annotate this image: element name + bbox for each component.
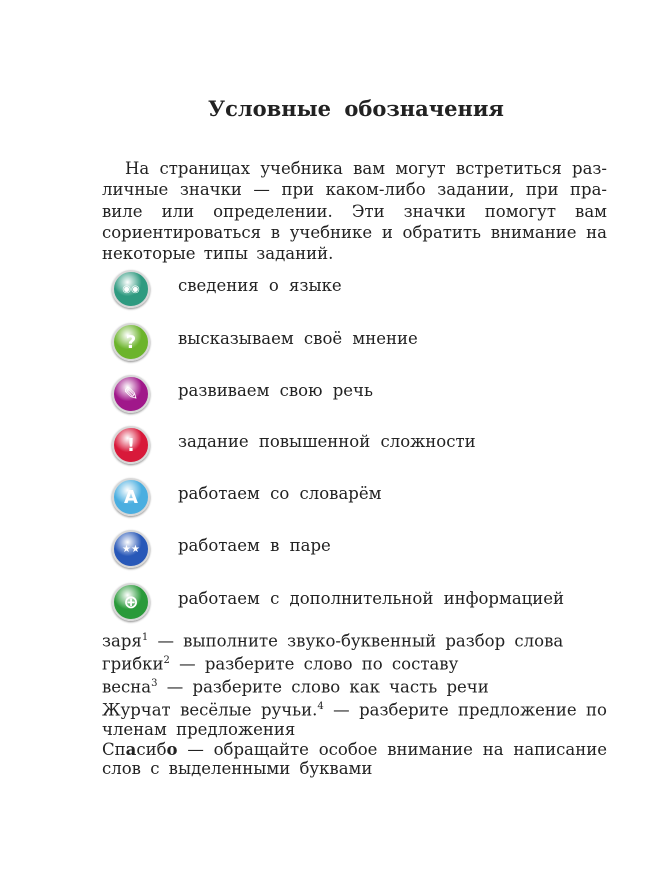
note-word: весна (102, 677, 152, 697)
legend-label: работаем со словарём (178, 484, 382, 503)
word-part: Сп (102, 739, 126, 759)
note-text: — разберите предложение по (333, 700, 607, 720)
note-syntactic-cont: членам предложения (102, 720, 296, 739)
page-title: Условные обозначения (208, 96, 504, 121)
note-word: грибки (102, 654, 164, 674)
legend-label: задание повышенной сложности (178, 432, 476, 451)
legend-label: работаем с дополнительной информацией (178, 589, 565, 608)
note-text: — разберите слово по составу (179, 654, 459, 674)
intro-line: виле или определении. Эти значки помогут вам (102, 201, 607, 221)
note-word: заря (102, 631, 142, 651)
folder-plus-icon: ⊕ (112, 583, 150, 621)
note-sup: 1 (141, 632, 149, 643)
notation-notes (102, 628, 607, 779)
note-phonetic (102, 628, 607, 651)
note-word: Журчат весёлые ручьи. (102, 700, 318, 720)
legend-label: развиваем свою речь (178, 381, 373, 400)
exclamation-icon: ! (112, 426, 150, 464)
note-sup: 2 (163, 655, 170, 666)
owl-icon: ◉◉ (112, 270, 150, 308)
stars-icon: ★★ (112, 530, 150, 568)
intro-paragraph (102, 158, 607, 264)
highlighted-letter: а (125, 739, 137, 759)
legend-label: высказываем своё мнение (178, 329, 418, 348)
feather-icon: ✎ (112, 375, 150, 413)
legend-label: сведения о языке (178, 276, 342, 295)
intro-line: На страницах учебника вам могут встретиться раз- (125, 159, 607, 178)
note-syntactic (102, 697, 607, 720)
highlighted-letter: о (166, 739, 178, 759)
intro-line: личные значки — при каком-либо задании, при пра- (102, 180, 607, 200)
note-spelling-cont: слов с выделенными буквами (102, 759, 373, 778)
intro-line: сориентироваться в учебнике и обратить внимание на (102, 222, 607, 242)
intro-line: некоторые типы заданий. (102, 244, 334, 264)
note-text: — выполните звуко-буквенный разбор слова (157, 631, 564, 651)
dictionary-icon: A (112, 478, 150, 516)
note-text: — обращайте особое внимание на написание (187, 739, 607, 759)
note-morphological (102, 674, 607, 697)
note-spelling (102, 740, 607, 760)
note-morphemic (102, 651, 607, 674)
question-cloud-icon: ? (112, 323, 150, 361)
note-sup: 4 (317, 701, 324, 712)
word-part: сиб (136, 739, 167, 759)
note-text: — разберите слово как часть речи (166, 677, 489, 697)
legend-label: работаем в паре (178, 536, 331, 555)
note-sup: 3 (151, 678, 158, 689)
